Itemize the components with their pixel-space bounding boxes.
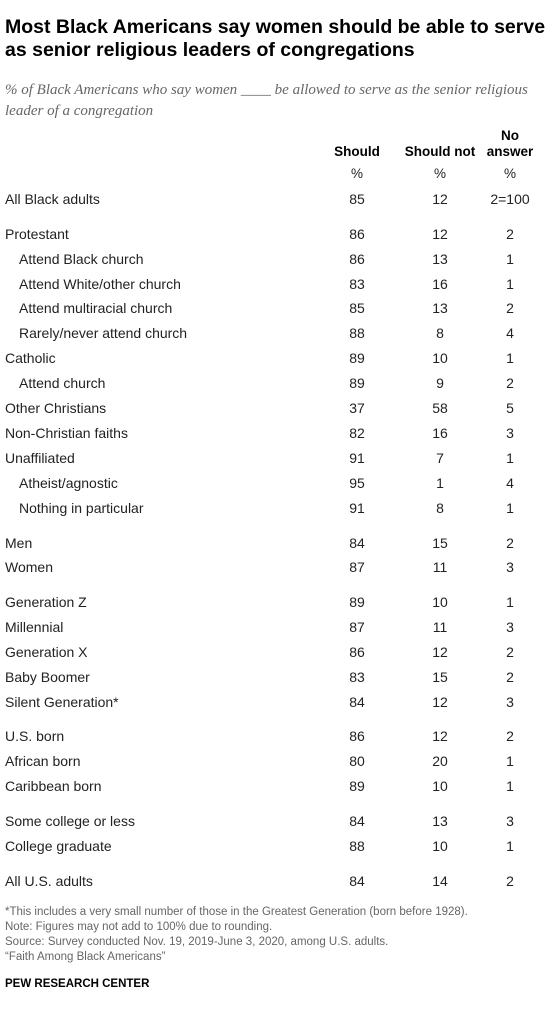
table-cell-col-2: 10 bbox=[432, 350, 448, 366]
row-label: Attend White/other church bbox=[19, 276, 181, 292]
table-cell-col-3: 1 bbox=[506, 251, 514, 267]
table-cell-col-1: 84 bbox=[349, 535, 365, 551]
table-cell-col-3: 3 bbox=[506, 619, 514, 635]
row-label: Baby Boomer bbox=[5, 669, 90, 685]
row-label: Atheist/agnostic bbox=[19, 475, 118, 491]
table-cell-col-3: 3 bbox=[506, 813, 514, 829]
table-cell-col-1: 83 bbox=[349, 276, 365, 292]
table-cell-col-1: 37 bbox=[349, 400, 365, 416]
row-label: Generation Z bbox=[5, 594, 87, 610]
row-label: Some college or less bbox=[5, 813, 135, 829]
column-header-1-line-1: Should bbox=[334, 144, 380, 159]
row-label: Women bbox=[5, 559, 53, 575]
table-cell-col-3: 2=100 bbox=[490, 191, 530, 207]
source-organization: PEW RESEARCH CENTER bbox=[5, 978, 150, 990]
row-label: Non-Christian faiths bbox=[5, 425, 128, 441]
table-cell-col-2: 16 bbox=[432, 276, 448, 292]
row-label: Silent Generation* bbox=[5, 694, 119, 710]
row-label: All Black adults bbox=[5, 191, 100, 207]
table-cell-col-2: 11 bbox=[432, 559, 448, 575]
table-cell-col-2: 12 bbox=[432, 191, 448, 207]
table-cell-col-3: 4 bbox=[506, 475, 514, 491]
table-cell-col-1: 86 bbox=[349, 728, 365, 744]
table-cell-col-2: 11 bbox=[432, 619, 448, 635]
table-cell-col-1: 88 bbox=[349, 838, 365, 854]
table-cell-col-2: 10 bbox=[432, 838, 448, 854]
table-cell-col-3: 3 bbox=[506, 559, 514, 575]
table-cell-col-2: 1 bbox=[436, 475, 444, 491]
row-label: Attend church bbox=[19, 375, 106, 391]
footnote-line: Source: Survey conducted Nov. 19, 2019-June 3, 2020, among U.S. adults. bbox=[5, 936, 389, 948]
chart-subtitle: % of Black Americans who say women ____ be allowed to serve as the senior religious leader of a congregation bbox=[5, 82, 528, 119]
table-cell-col-1: 89 bbox=[349, 350, 365, 366]
table-cell-col-3: 1 bbox=[506, 594, 514, 610]
table-cell-col-3: 2 bbox=[506, 728, 514, 744]
table-cell-col-3: 2 bbox=[506, 669, 514, 685]
row-label: Attend multiracial church bbox=[19, 300, 173, 316]
table-cell-col-3: 1 bbox=[506, 276, 514, 292]
table-cell-col-1: 80 bbox=[349, 753, 365, 769]
column-unit-1: % bbox=[350, 166, 363, 181]
table-cell-col-3: 2 bbox=[506, 873, 514, 889]
table-cell-col-1: 89 bbox=[349, 594, 365, 610]
table-cell-col-1: 85 bbox=[349, 191, 365, 207]
row-label: All U.S. adults bbox=[5, 873, 93, 889]
row-label: Nothing in particular bbox=[19, 500, 144, 516]
table-cell-col-3: 2 bbox=[506, 300, 514, 316]
table-cell-col-1: 89 bbox=[349, 375, 365, 391]
table-cell-col-1: 91 bbox=[349, 450, 365, 466]
table-cell-col-2: 8 bbox=[436, 500, 444, 516]
table-cell-col-1: 86 bbox=[349, 644, 365, 660]
column-header-2-line-1: Should not bbox=[404, 144, 476, 159]
table-cell-col-2: 12 bbox=[432, 226, 448, 242]
table-cell-col-3: 1 bbox=[506, 350, 514, 366]
table-cell-col-2: 12 bbox=[432, 694, 448, 710]
table-cell-col-2: 58 bbox=[432, 400, 448, 416]
table-cell-col-2: 12 bbox=[432, 644, 448, 660]
table-cell-col-3: 2 bbox=[506, 644, 514, 660]
table-cell-col-1: 89 bbox=[349, 778, 365, 794]
column-unit-3: % bbox=[503, 166, 516, 181]
table-cell-col-2: 16 bbox=[432, 425, 448, 441]
row-label: Attend Black church bbox=[19, 251, 144, 267]
table-cell-col-3: 1 bbox=[506, 450, 514, 466]
table-cell-col-2: 15 bbox=[432, 535, 448, 551]
row-label: Men bbox=[5, 535, 33, 551]
row-label: Generation X bbox=[5, 644, 88, 660]
table-cell-col-1: 84 bbox=[349, 873, 365, 889]
table-cell-col-1: 86 bbox=[349, 226, 365, 242]
table-cell-col-3: 2 bbox=[506, 535, 514, 551]
table-cell-col-2: 12 bbox=[432, 728, 448, 744]
table-cell-col-2: 14 bbox=[432, 873, 448, 889]
footnote-line: *This includes a very small number of those in the Greatest Generation (born before 1928). bbox=[5, 906, 468, 918]
table-cell-col-2: 8 bbox=[436, 325, 444, 341]
table-cell-col-1: 86 bbox=[349, 251, 365, 267]
chart-title: Most Black Americans say women should be able to serve as senior religious leaders of congregations bbox=[5, 16, 546, 61]
table-cell-col-1: 87 bbox=[349, 559, 365, 575]
table-cell-col-2: 7 bbox=[436, 450, 444, 466]
table-cell-col-2: 13 bbox=[432, 251, 448, 267]
table-cell-col-1: 91 bbox=[349, 500, 365, 516]
table-cell-col-1: 82 bbox=[349, 425, 365, 441]
table-cell-col-3: 1 bbox=[506, 500, 514, 516]
row-label: College graduate bbox=[5, 838, 112, 854]
table-cell-col-2: 13 bbox=[432, 300, 448, 316]
row-label: Unaffiliated bbox=[5, 450, 75, 466]
row-label: Rarely/never attend church bbox=[19, 325, 188, 341]
table-cell-col-2: 20 bbox=[432, 753, 448, 769]
table-cell-col-3: 1 bbox=[506, 778, 514, 794]
table-cell-col-3: 4 bbox=[506, 325, 514, 341]
table-cell-col-3: 3 bbox=[506, 694, 514, 710]
row-label: Caribbean born bbox=[5, 778, 102, 794]
table-cell-col-3: 2 bbox=[506, 375, 514, 391]
footnote-line: Note: Figures may not add to 100% due to rounding. bbox=[5, 921, 273, 933]
column-unit-2: % bbox=[433, 166, 446, 181]
table-cell-col-1: 87 bbox=[349, 619, 365, 635]
row-label: Catholic bbox=[5, 350, 56, 366]
table-cell-col-3: 2 bbox=[506, 226, 514, 242]
table-cell-col-1: 83 bbox=[349, 669, 365, 685]
table-cell-col-2: 9 bbox=[436, 375, 444, 391]
row-label: Protestant bbox=[5, 226, 69, 242]
table-cell-col-3: 1 bbox=[506, 753, 514, 769]
table-cell-col-3: 5 bbox=[506, 400, 514, 416]
column-header-3-line-2: answer bbox=[486, 144, 534, 159]
row-label: Millennial bbox=[5, 619, 64, 635]
row-label: Other Christians bbox=[5, 400, 107, 416]
table-cell-col-1: 84 bbox=[349, 694, 365, 710]
table-cell-col-2: 10 bbox=[432, 594, 448, 610]
table-cell-col-2: 13 bbox=[432, 813, 448, 829]
column-header-3-line-1: No bbox=[501, 128, 519, 143]
footnote-line: “Faith Among Black Americans” bbox=[5, 951, 166, 963]
table-cell-col-1: 95 bbox=[349, 475, 365, 491]
table-cell-col-2: 10 bbox=[432, 778, 448, 794]
table-cell-col-1: 84 bbox=[349, 813, 365, 829]
row-label: U.S. born bbox=[5, 728, 65, 744]
table-cell-col-1: 88 bbox=[349, 325, 365, 341]
table-cell-col-1: 85 bbox=[349, 300, 365, 316]
table-cell-col-3: 1 bbox=[506, 838, 514, 854]
row-label: African born bbox=[5, 753, 81, 769]
table-cell-col-3: 3 bbox=[506, 425, 514, 441]
table-cell-col-2: 15 bbox=[432, 669, 448, 685]
